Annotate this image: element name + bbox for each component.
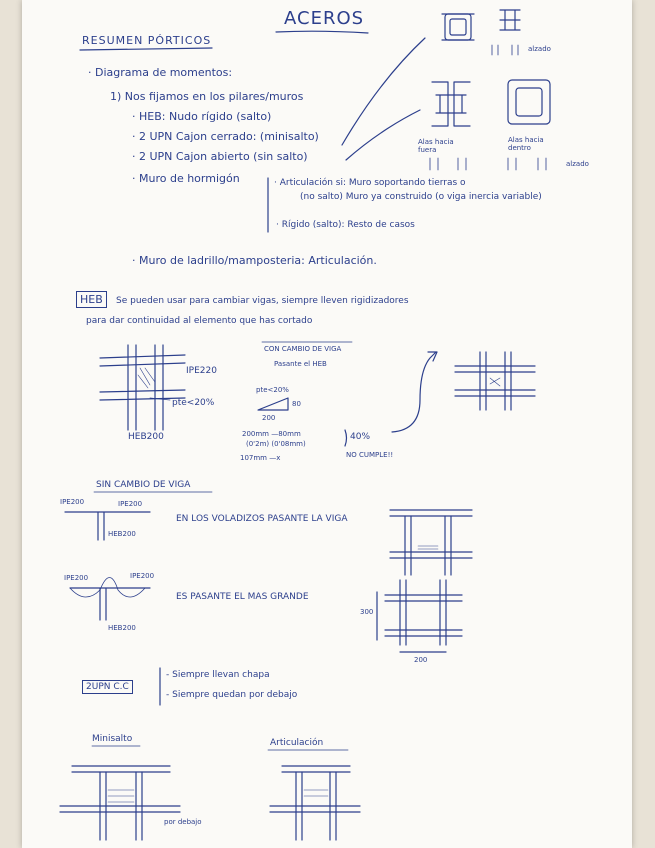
value-200-b: 200 [414,656,428,664]
ipe200-label-a: IPE200 [60,498,85,506]
articulacion-line1: · Articulación si: Muro soportando tierras o [274,178,466,188]
ipe200-label-d: IPE200 [130,572,155,580]
pte-small-label: pte<20% [256,386,289,394]
subtitle-underline [80,48,212,50]
upn-cc-tag: 2UPN C.C [82,680,133,694]
ladrillo-line: · Muro de ladrillo/mamposteria: Articulación. [132,254,377,267]
arrow-upn [346,110,420,160]
heb-tag: HEB [76,291,107,308]
upn-closed-sketch-2 [508,80,550,124]
grande-node-sketch [377,580,462,652]
value-80: 80 [292,400,301,408]
slope-triangle [258,398,288,410]
pasante-heb-label: Pasante el HEB [274,360,327,368]
voladizos-text: EN LOS VOLADIZOS PASANTE LA VIGA [176,514,348,524]
minisalto-node-sketch [60,766,180,840]
calc-line-2: 107mm —x [240,454,281,462]
rigido-line: · Rígido (salto): Resto de casos [276,220,415,230]
bullet-diagrama: · Diagrama de momentos: [88,66,233,79]
upn-cc-line2: - Siempre quedan por debajo [166,690,298,700]
value-300: 300 [360,608,374,616]
alzado-marks-2 [430,158,546,170]
item-pilares: 1) Nos fijamos en los pilares/muros [110,90,304,103]
heb-description-1: Se pueden usar para cambiar vigas, siempre lleven rigidizadores [116,296,409,306]
moment-diagram-sketch [70,578,150,621]
i-beam-sketch [500,10,520,30]
heb200-label-b: HEB200 [108,624,136,632]
articulacion-label: Articulación [270,738,324,748]
alzado-label-2: alzado [566,160,589,168]
articulacion-node-sketch [270,766,360,840]
ipe200-label-c: IPE200 [64,574,89,582]
calc-line-1b: (0'2m) (0'08mm) [246,440,306,448]
item-upn-open: · 2 UPN Cajon abierto (sin salto) [132,150,308,163]
sin-cambio-heading: SIN CAMBIO DE VIGA [96,480,191,490]
calc-brace [345,430,347,446]
voladizo-node-sketch [390,510,472,575]
upn-cc-line1: - Siempre llevan chapa [166,670,270,680]
alzado-label-1: alzado [528,45,551,53]
percent-40: 40% [350,432,371,442]
arrow-heb [342,38,425,145]
title-underline [276,31,368,33]
calc-line-1: 200mm —80mm [242,430,301,438]
heb200-label: HEB200 [128,432,164,442]
curve-arrow [392,352,436,432]
heb200-label-a: HEB200 [108,530,136,538]
pte-label: pte<20% [172,398,215,408]
alzado-marks-1 [492,45,518,55]
ipe220-label: IPE220 [186,366,217,376]
con-cambio-heading: CON CAMBIO DE VIGA [264,345,342,353]
alas-dentro-label: Alas hacia dentro [508,136,544,152]
ipe200-label-b: IPE200 [118,500,143,508]
mas-grande-text: ES PASANTE EL MAS GRANDE [176,592,309,602]
minisalto-label: Minisalto [92,734,133,744]
section-heading: RESUMEN PÓRTICOS [82,34,212,47]
item-muro: · Muro de hormigón [132,172,240,185]
value-200: 200 [262,414,276,422]
upn-closed-sketch [442,14,474,40]
item-heb: · HEB: Nudo rígido (salto) [132,110,272,123]
item-upn-closed: · 2 UPN Cajon cerrado: (minisalto) [132,130,319,143]
no-cumple-label: NO CUMPLE!! [346,451,394,459]
heb-description-2: para dar continuidad al elemento que has cortado [86,316,313,326]
articulacion-line2: (no salto) Muro ya construido (o viga inercia variable) [300,192,542,202]
page-title: ACEROS [284,8,365,29]
por-debajo-label: por debajo [164,818,202,826]
upn-open-sketch [432,82,470,126]
right-node-sketch [455,352,535,410]
heb-node-sketch [100,345,185,430]
alas-fuera-label: Alas hacia fuera [418,138,454,154]
